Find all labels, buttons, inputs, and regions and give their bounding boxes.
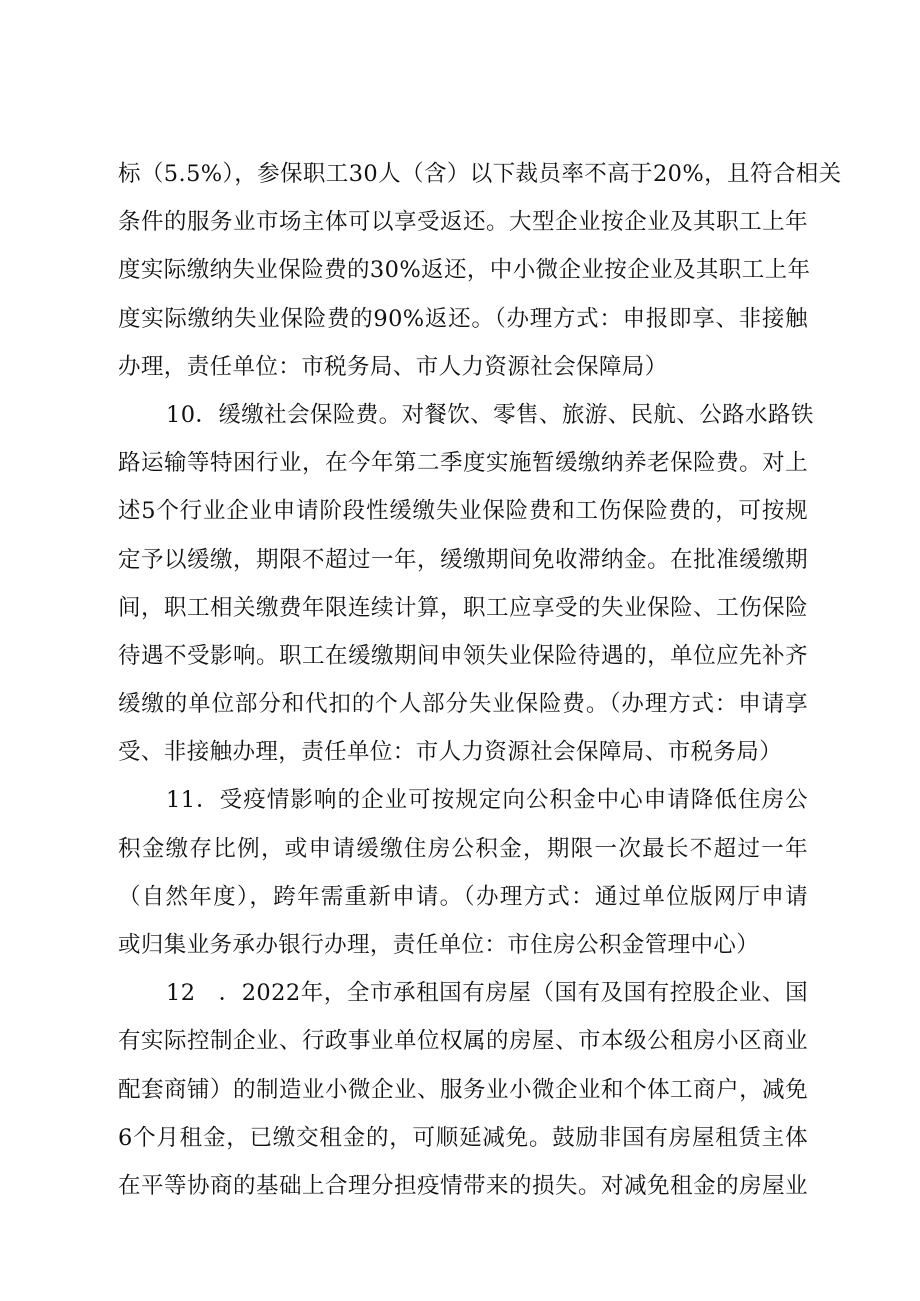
text-line: 度实际缴纳失业保险费的90%返还。（办理方式：申报即享、非接触 xyxy=(118,305,808,332)
text-line: （自然年度），跨年需重新申请。（办理方式：通过单位版网厅申请 xyxy=(118,883,808,910)
text-line: 述5个行业企业申请阶段性缓缴失业保险费和工伤保险费的，可按规 xyxy=(118,498,808,525)
paragraph-11 xyxy=(118,776,808,969)
text-line: 待遇不受影响。职工在缓缴期间申领失业保险待遇的，单位应先补齐 xyxy=(118,642,808,669)
text-line: 间，职工相关缴费年限连续计算，职工应享受的失业保险、工伤保险 xyxy=(118,594,808,621)
text-line: 11．受疫情影响的企业可按规定向公积金中心申请降低住房公 xyxy=(166,787,808,814)
text-line: 有实际控制企业、行政事业单位权属的房屋、市本级公租房小区商业 xyxy=(118,1028,808,1055)
text-line: 标（5.5%），参保职工30人（含）以下裁员率不高于20%，且符合相关 xyxy=(118,161,842,187)
text-line: 条件的服务业市场主体可以享受返还。大型企业按企业及其职工上年 xyxy=(118,209,808,236)
text-line: 缓缴的单位部分和代扣的个人部分失业保险费。（办理方式：申请享 xyxy=(118,691,808,718)
paragraph-12 xyxy=(118,969,808,1210)
text-line: 路运输等特困行业，在今年第二季度实施暂缓缴纳养老保险费。对上 xyxy=(118,450,808,477)
text-line: 或归集业务承办银行办理，责任单位：市住房公积金管理中心） xyxy=(118,932,760,958)
paragraph-10 xyxy=(118,391,814,777)
text-line: 积金缴存比例，或申请缓缴住房公积金，期限一次最长不超过一年 xyxy=(118,835,808,862)
text-line: 10．缓缴社会保险费。对餐饮、零售、旅游、民航、公路水路铁 xyxy=(166,401,814,428)
text-line: 配套商铺）的制造业小微企业、服务业小微企业和个体工商户，减免 xyxy=(118,1076,808,1103)
text-line: 度实际缴纳失业保险费的30%返还，中小微企业按企业及其职工上年 xyxy=(118,257,811,284)
paragraph-9-continued xyxy=(118,150,842,391)
document-page xyxy=(118,150,842,1210)
text-line: 办理，责任单位：市税务局、市人力资源社会保障局） xyxy=(118,353,668,380)
text-line: 6个月租金，已缴交租金的，可顺延减免。鼓励非国有房屋租赁主体 xyxy=(118,1124,808,1151)
text-line: 在平等协商的基础上合理分担疫情带来的损失。对减免租金的房屋业 xyxy=(118,1172,808,1199)
text-line: 定予以缓缴，期限不超过一年，缓缴期间免收滞纳金。在批准缓缴期 xyxy=(118,546,808,573)
text-line: 12 ．2022年，全市承租国有房屋（国有及国有控股企业、国 xyxy=(166,980,808,1007)
text-line: 受、非接触办理，责任单位：市人力资源社会保障局、市税务局） xyxy=(118,739,783,766)
